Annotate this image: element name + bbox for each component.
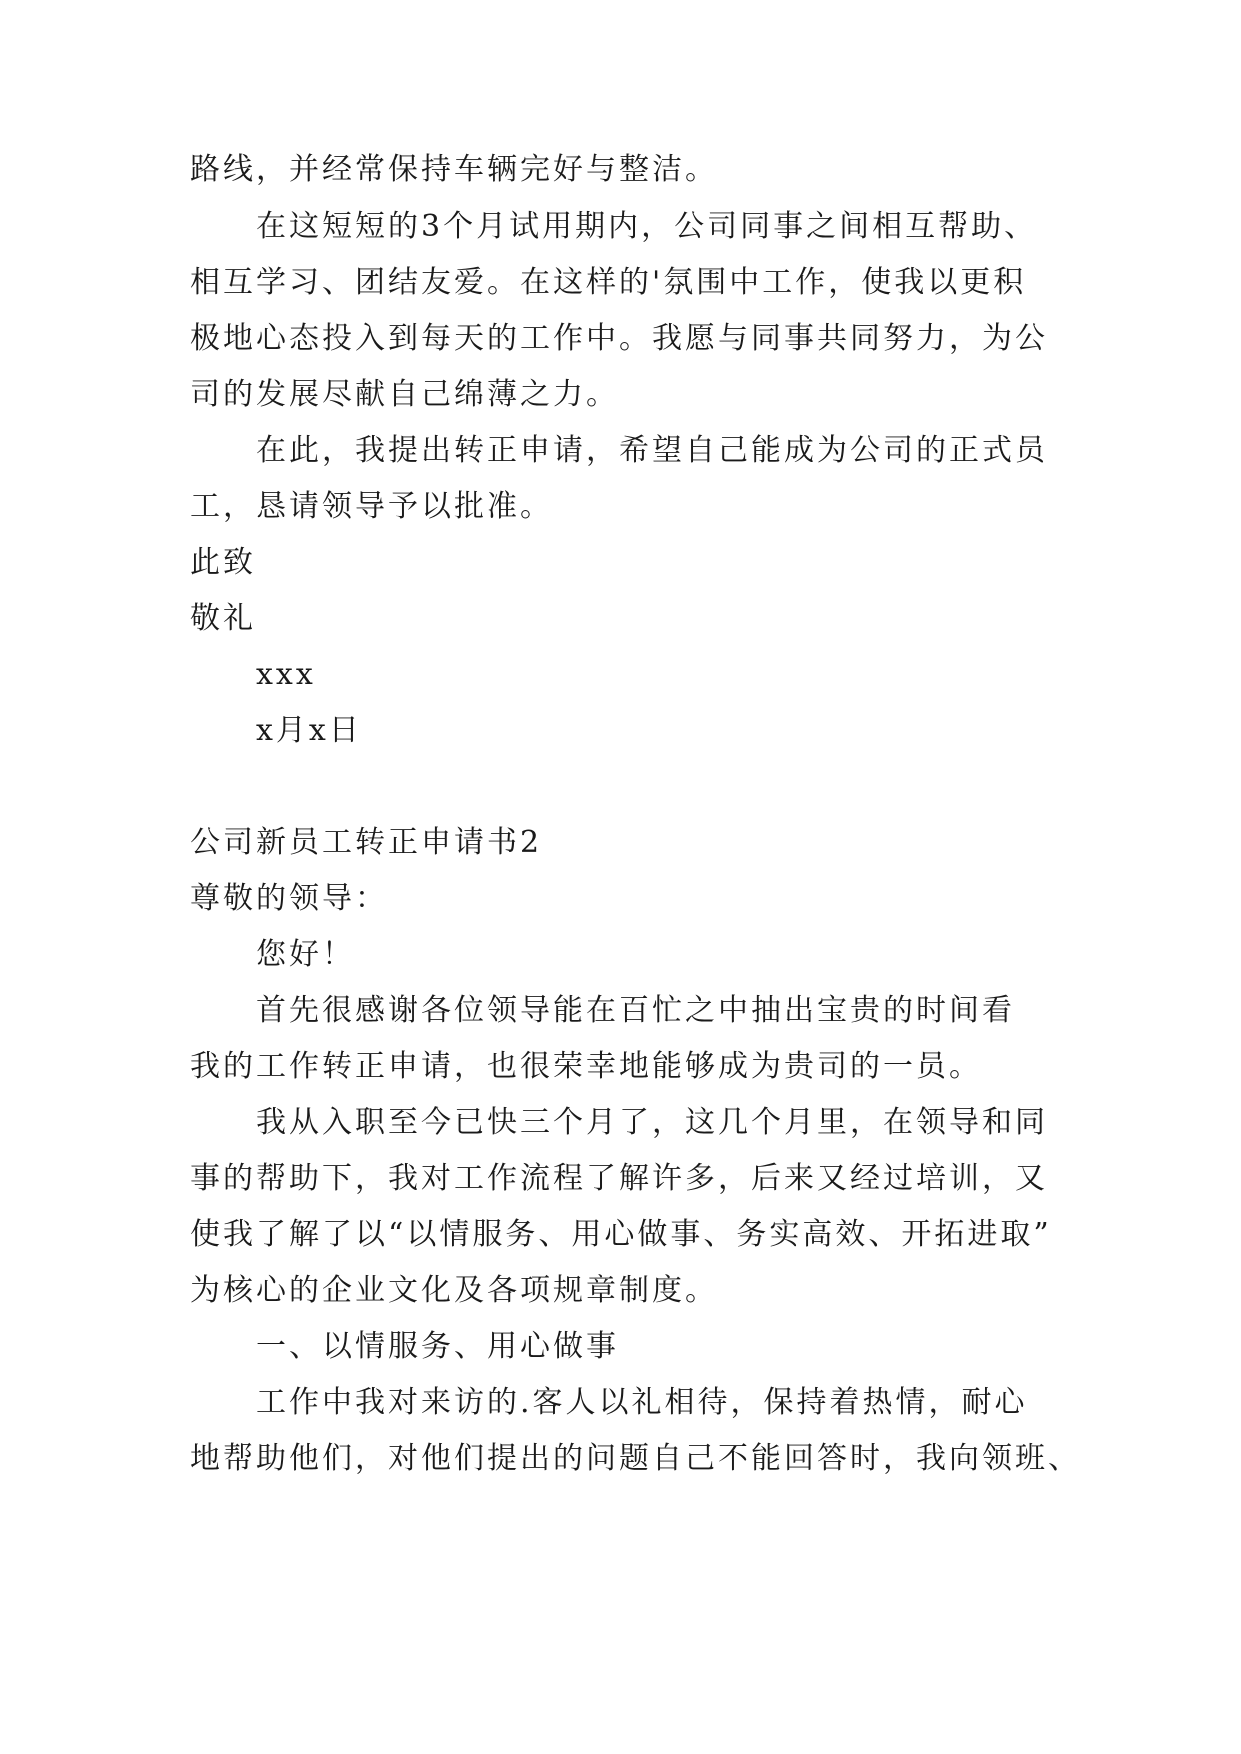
text-line: 事的帮助下，我对工作流程了解许多，后来又经过培训，又: [190, 1161, 1048, 1196]
text-line: 使我了解了以“以情服务、用心做事、务实高效、开拓进取”: [190, 1217, 1052, 1252]
text-line: 我的工作转正申请，也很荣幸地能够成为贵司的一员。: [190, 1049, 982, 1084]
text-line: 司的发展尽献自己绵薄之力。: [190, 377, 619, 412]
text-line: 工，恳请领导予以批准。: [190, 489, 553, 524]
text-line: 为核心的企业文化及各项规章制度。: [190, 1273, 718, 1308]
text-line: 在此，我提出转正申请，希望自己能成为公司的正式员: [256, 433, 1048, 468]
text-line: 首先很感谢各位领导能在百忙之中抽出宝贵的时间看: [256, 993, 1015, 1028]
subheading: 一、以情服务、用心做事: [256, 1329, 619, 1364]
text-line: 相互学习、团结友爱。在这样的'氛围中工作，使我以更积: [190, 265, 1027, 300]
closing-regards: 敬礼: [190, 601, 256, 636]
closing-salutation: 此致: [190, 545, 256, 580]
signature-name: xxx: [256, 657, 316, 692]
text-line: 工作中我对来访的.客人以礼相待，保持着热情，耐心: [256, 1385, 1028, 1420]
signature-date: x月x日: [256, 713, 362, 748]
section-title: 公司新员工转正申请书2: [190, 825, 543, 860]
text-line: 极地心态投入到每天的工作中。我愿与同事共同努力，为公: [190, 321, 1048, 356]
text-line: 地帮助他们，对他们提出的问题自己不能回答时，我向领班、: [190, 1441, 1081, 1476]
text-line: 路线，并经常保持车辆完好与整洁。: [190, 152, 718, 187]
text-line: 我从入职至今已快三个月了，这几个月里，在领导和同: [256, 1105, 1048, 1140]
greeting: 您好！: [256, 937, 355, 972]
text-line: 在这短短的3个月试用期内，公司同事之间相互帮助、: [256, 209, 1038, 244]
letter-salutation: 尊敬的领导：: [190, 881, 388, 916]
